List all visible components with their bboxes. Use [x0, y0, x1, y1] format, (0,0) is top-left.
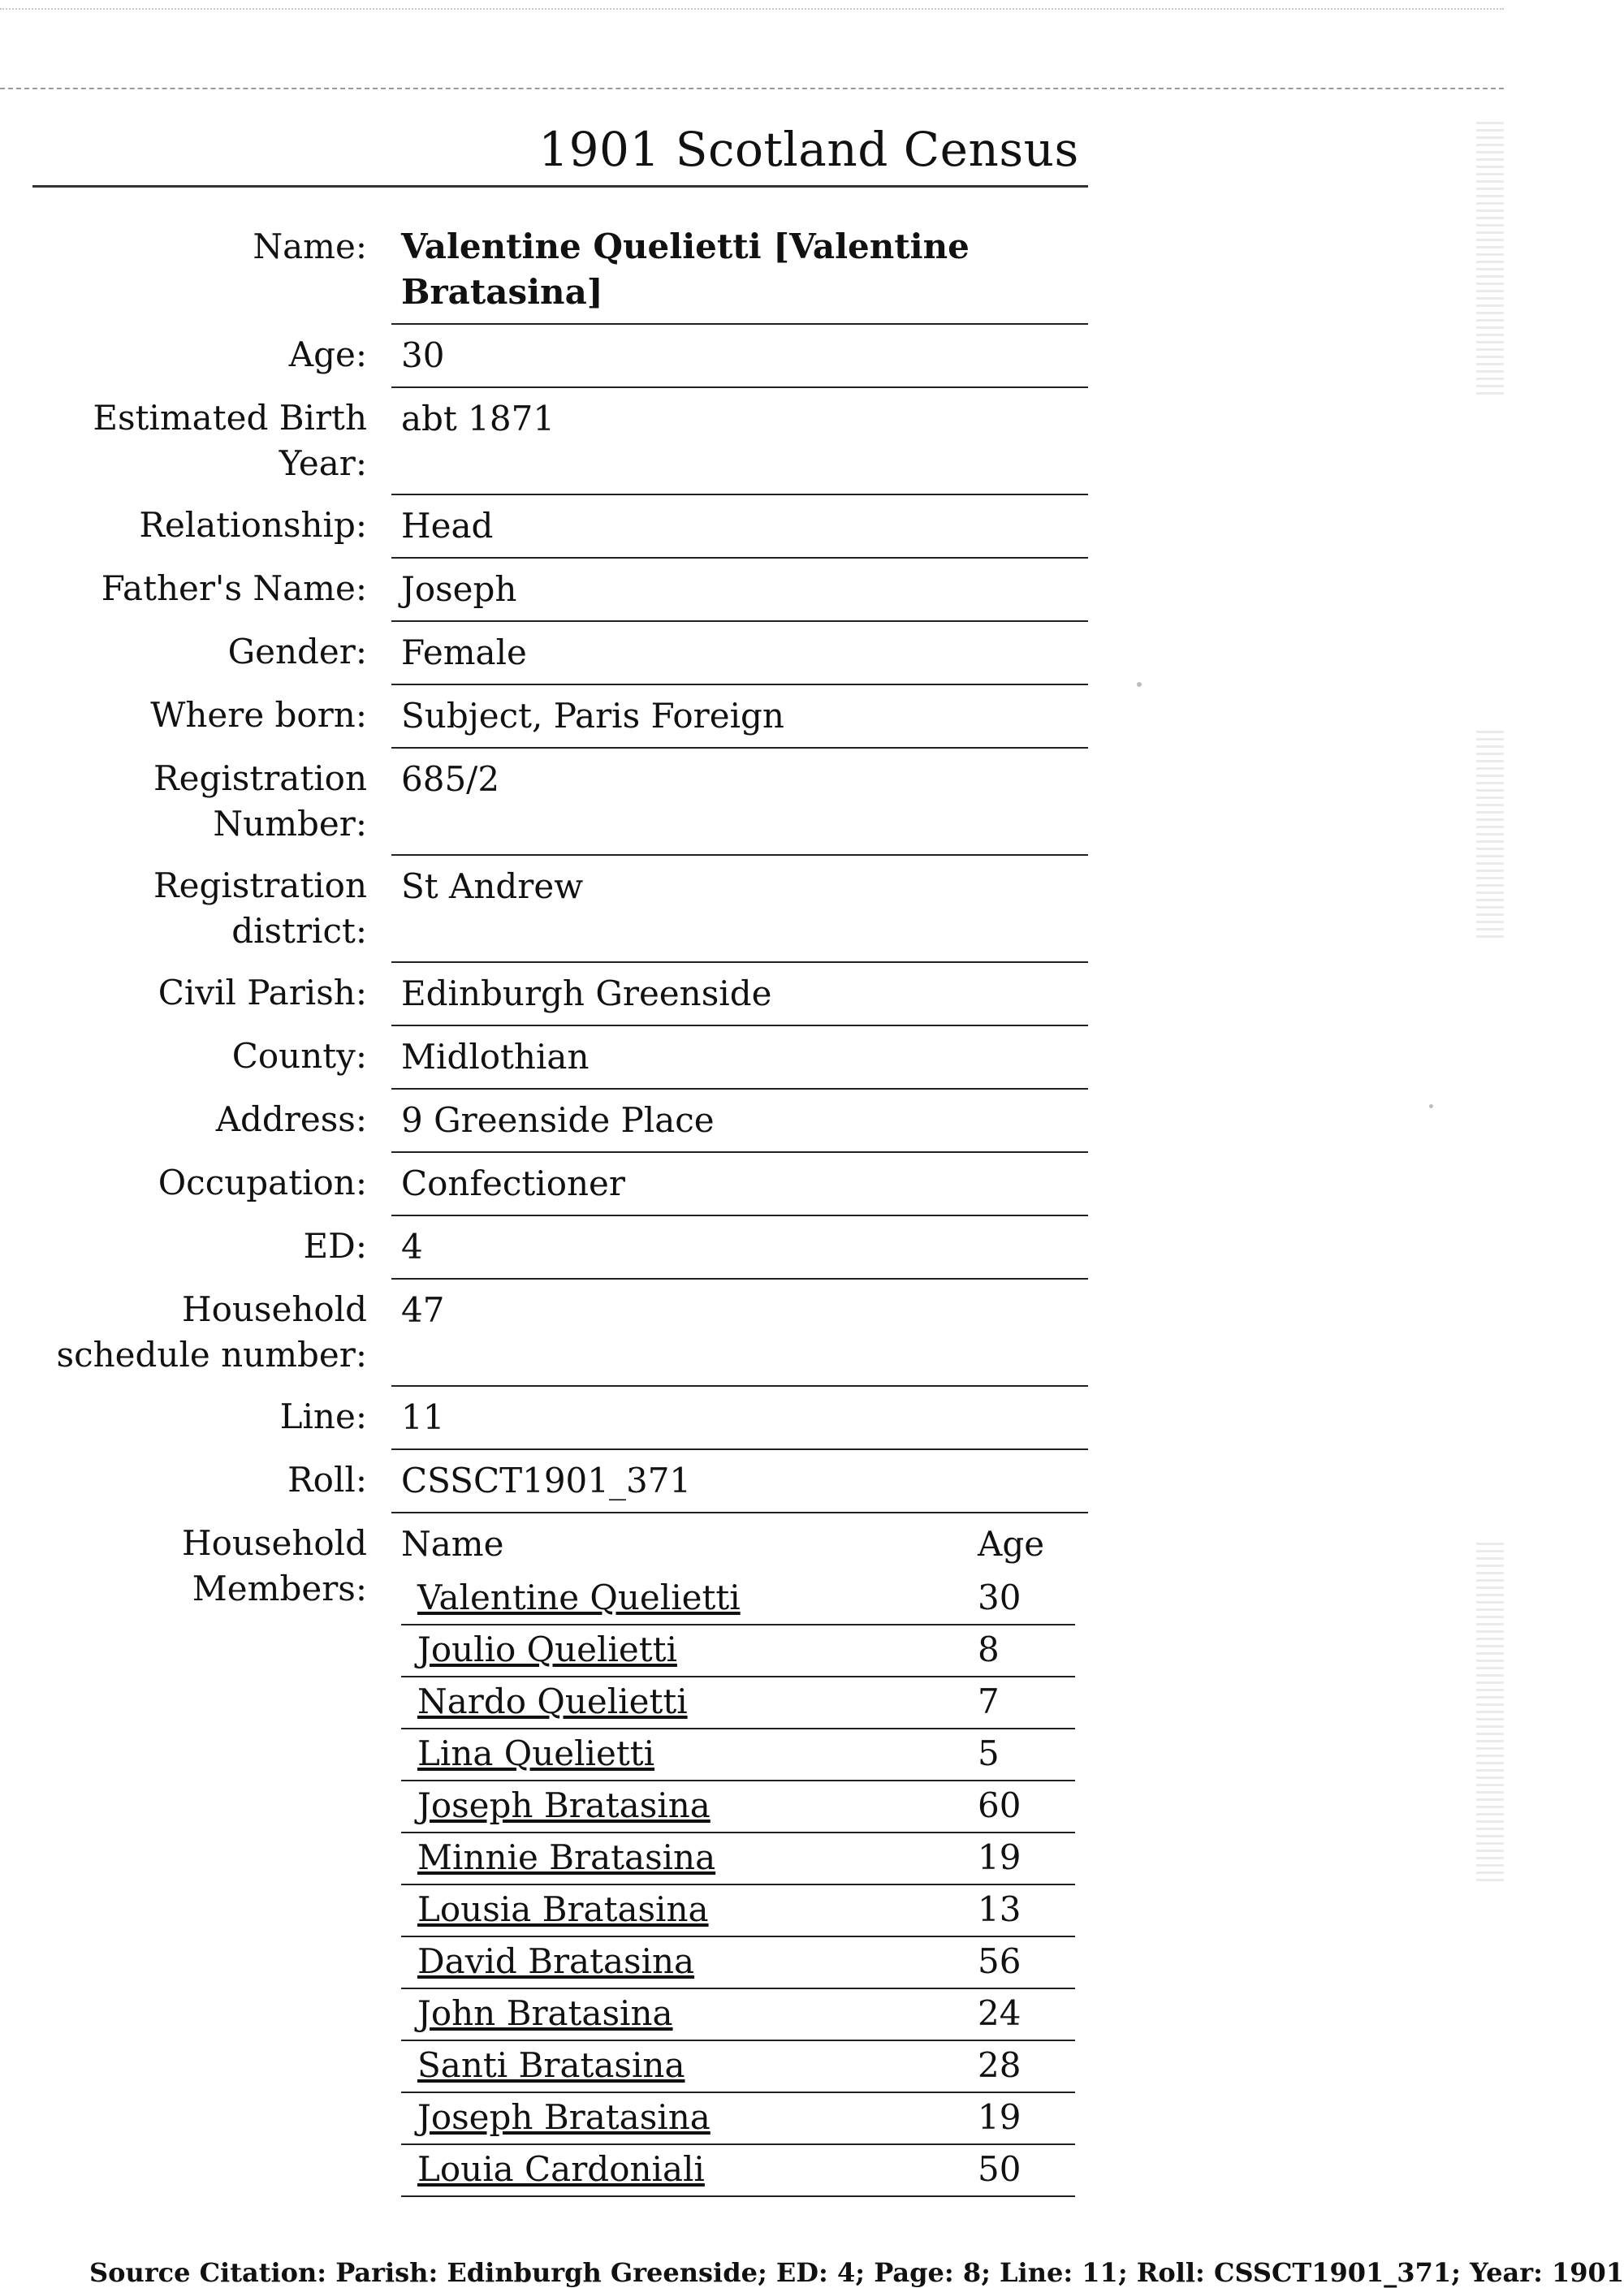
household-member-row	[401, 1729, 1075, 1781]
field-label: Registration district:	[153, 866, 367, 951]
member-name-link[interactable]: Joseph Bratasina	[417, 1785, 710, 1825]
field-row	[32, 621, 1088, 684]
scan-noise	[1476, 1543, 1504, 1884]
member-name-link[interactable]: David Bratasina	[417, 1941, 695, 1981]
member-age: 7	[978, 1677, 1075, 1729]
member-age: 24	[978, 1988, 1075, 2040]
member-name-link[interactable]: Nardo Quelietti	[417, 1681, 688, 1721]
household-member-row	[401, 1781, 1075, 1833]
field-label: Address:	[215, 1099, 367, 1139]
member-name-link[interactable]: Minnie Bratasina	[417, 1837, 716, 1877]
member-name-cell	[401, 1677, 978, 1729]
household-member-row	[401, 1625, 1075, 1677]
source-citation: Source Citation: Parish: Edinburgh Greenside; ED: 4; Page: 8; Line: 11; Roll: CSSCT1901_371; Year: 1901	[89, 2257, 1624, 2288]
field-row	[32, 216, 1088, 324]
field-label: Relationship:	[139, 505, 367, 545]
field-value: CSSCT1901_371	[391, 1449, 1088, 1513]
member-age: 30	[978, 1574, 1075, 1625]
member-name-link[interactable]: Valentine Quelietti	[417, 1578, 741, 1617]
household-members-table	[401, 1522, 1075, 2197]
household-member-row	[401, 2144, 1075, 2196]
member-age: 28	[978, 2040, 1075, 2092]
field-label: Registration Number:	[153, 758, 367, 844]
field-label: ED:	[303, 1226, 367, 1266]
member-name-cell	[401, 1625, 978, 1677]
field-value: Midlothian	[391, 1025, 1088, 1089]
field-value: Edinburgh Greenside	[391, 962, 1088, 1025]
member-name-link[interactable]: Lina Quelietti	[417, 1733, 655, 1773]
field-value: Subject, Paris Foreign	[391, 684, 1088, 748]
field-row	[32, 1215, 1088, 1279]
field-value: 30	[391, 324, 1088, 387]
field-label: Name:	[253, 227, 367, 266]
field-label: Gender:	[227, 632, 367, 671]
member-age: 50	[978, 2144, 1075, 2196]
member-name-cell	[401, 1729, 978, 1781]
household-member-row	[401, 1677, 1075, 1729]
field-row	[32, 684, 1088, 748]
field-label: Estimated Birth Year:	[93, 398, 367, 483]
member-name-cell	[401, 1988, 978, 2040]
member-name-cell	[401, 1833, 978, 1884]
member-name-cell	[401, 2144, 978, 2196]
field-value: Confectioner	[391, 1152, 1088, 1215]
field-row	[32, 1152, 1088, 1215]
field-value: St Andrew	[391, 855, 1088, 962]
field-row	[32, 324, 1088, 387]
field-label: Father's Name:	[101, 568, 367, 608]
member-name-cell	[401, 1781, 978, 1833]
member-age: 5	[978, 1729, 1075, 1781]
field-label: Household schedule number:	[56, 1289, 367, 1375]
field-value: Female	[391, 621, 1088, 684]
member-age: 8	[978, 1625, 1075, 1677]
member-age: 19	[978, 2092, 1075, 2144]
member-name-link[interactable]: Louia Cardoniali	[417, 2149, 705, 2189]
field-value: Valentine Quelietti [Valentine Bratasina]	[391, 216, 1088, 324]
member-name-link[interactable]: Joseph Bratasina	[417, 2097, 710, 2137]
member-name-cell	[401, 1574, 978, 1625]
field-row	[32, 558, 1088, 621]
field-row	[32, 1089, 1088, 1152]
household-label: Household Members:	[181, 1523, 367, 1608]
field-value: 4	[391, 1215, 1088, 1279]
field-value: 685/2	[391, 748, 1088, 855]
census-fields-table	[32, 216, 1088, 2205]
title-divider	[32, 185, 1088, 188]
field-row	[32, 387, 1088, 494]
field-row	[32, 855, 1088, 962]
member-age: 19	[978, 1833, 1075, 1884]
member-age: 13	[978, 1884, 1075, 1936]
household-member-row	[401, 2040, 1075, 2092]
household-member-row	[401, 1936, 1075, 1988]
field-value: Joseph	[391, 558, 1088, 621]
member-age: 56	[978, 1936, 1075, 1988]
name-column-header: Name	[401, 1524, 504, 1564]
household-member-row	[401, 1574, 1075, 1625]
scan-speck	[1137, 682, 1142, 687]
field-row	[32, 1386, 1088, 1449]
household-member-row	[401, 2092, 1075, 2144]
member-age: 60	[978, 1781, 1075, 1833]
field-label: Occupation:	[158, 1163, 367, 1202]
member-name-link[interactable]: John Bratasina	[417, 1993, 673, 2033]
field-label: Age:	[288, 335, 367, 374]
member-name-cell	[401, 2092, 978, 2144]
page-title: 1901 Scotland Census	[538, 122, 1079, 177]
household-member-row	[401, 1833, 1075, 1884]
field-value: 47	[391, 1279, 1088, 1386]
scan-speck	[1429, 1104, 1433, 1108]
household-members-cell	[391, 1513, 1088, 2205]
scan-artifact-line	[0, 88, 1504, 89]
field-row	[32, 748, 1088, 855]
household-member-row	[401, 1988, 1075, 2040]
household-member-row	[401, 1884, 1075, 1936]
field-value: Head	[391, 494, 1088, 558]
member-name-link[interactable]: Santi Bratasina	[417, 2045, 685, 2085]
member-name-link[interactable]: Joulio Quelietti	[417, 1630, 677, 1669]
field-value: abt 1871	[391, 387, 1088, 494]
field-label: County:	[231, 1036, 367, 1076]
field-label: Line:	[279, 1397, 367, 1436]
field-row	[32, 494, 1088, 558]
field-row	[32, 1449, 1088, 1513]
household-row	[32, 1513, 1088, 2205]
field-value: 9 Greenside Place	[391, 1089, 1088, 1152]
scan-noise	[1476, 731, 1504, 942]
field-label: Civil Parish:	[158, 973, 367, 1012]
member-name-link[interactable]: Lousia Bratasina	[417, 1889, 709, 1929]
field-row	[32, 962, 1088, 1025]
field-row	[32, 1279, 1088, 1386]
field-row	[32, 1025, 1088, 1089]
scan-artifact-line	[0, 8, 1504, 10]
member-name-cell	[401, 1884, 978, 1936]
member-name-cell	[401, 1936, 978, 1988]
field-label: Where born:	[150, 695, 367, 735]
member-name-cell	[401, 2040, 978, 2092]
field-label: Roll:	[287, 1460, 367, 1500]
field-value: 11	[391, 1386, 1088, 1449]
age-column-header: Age	[978, 1524, 1045, 1564]
